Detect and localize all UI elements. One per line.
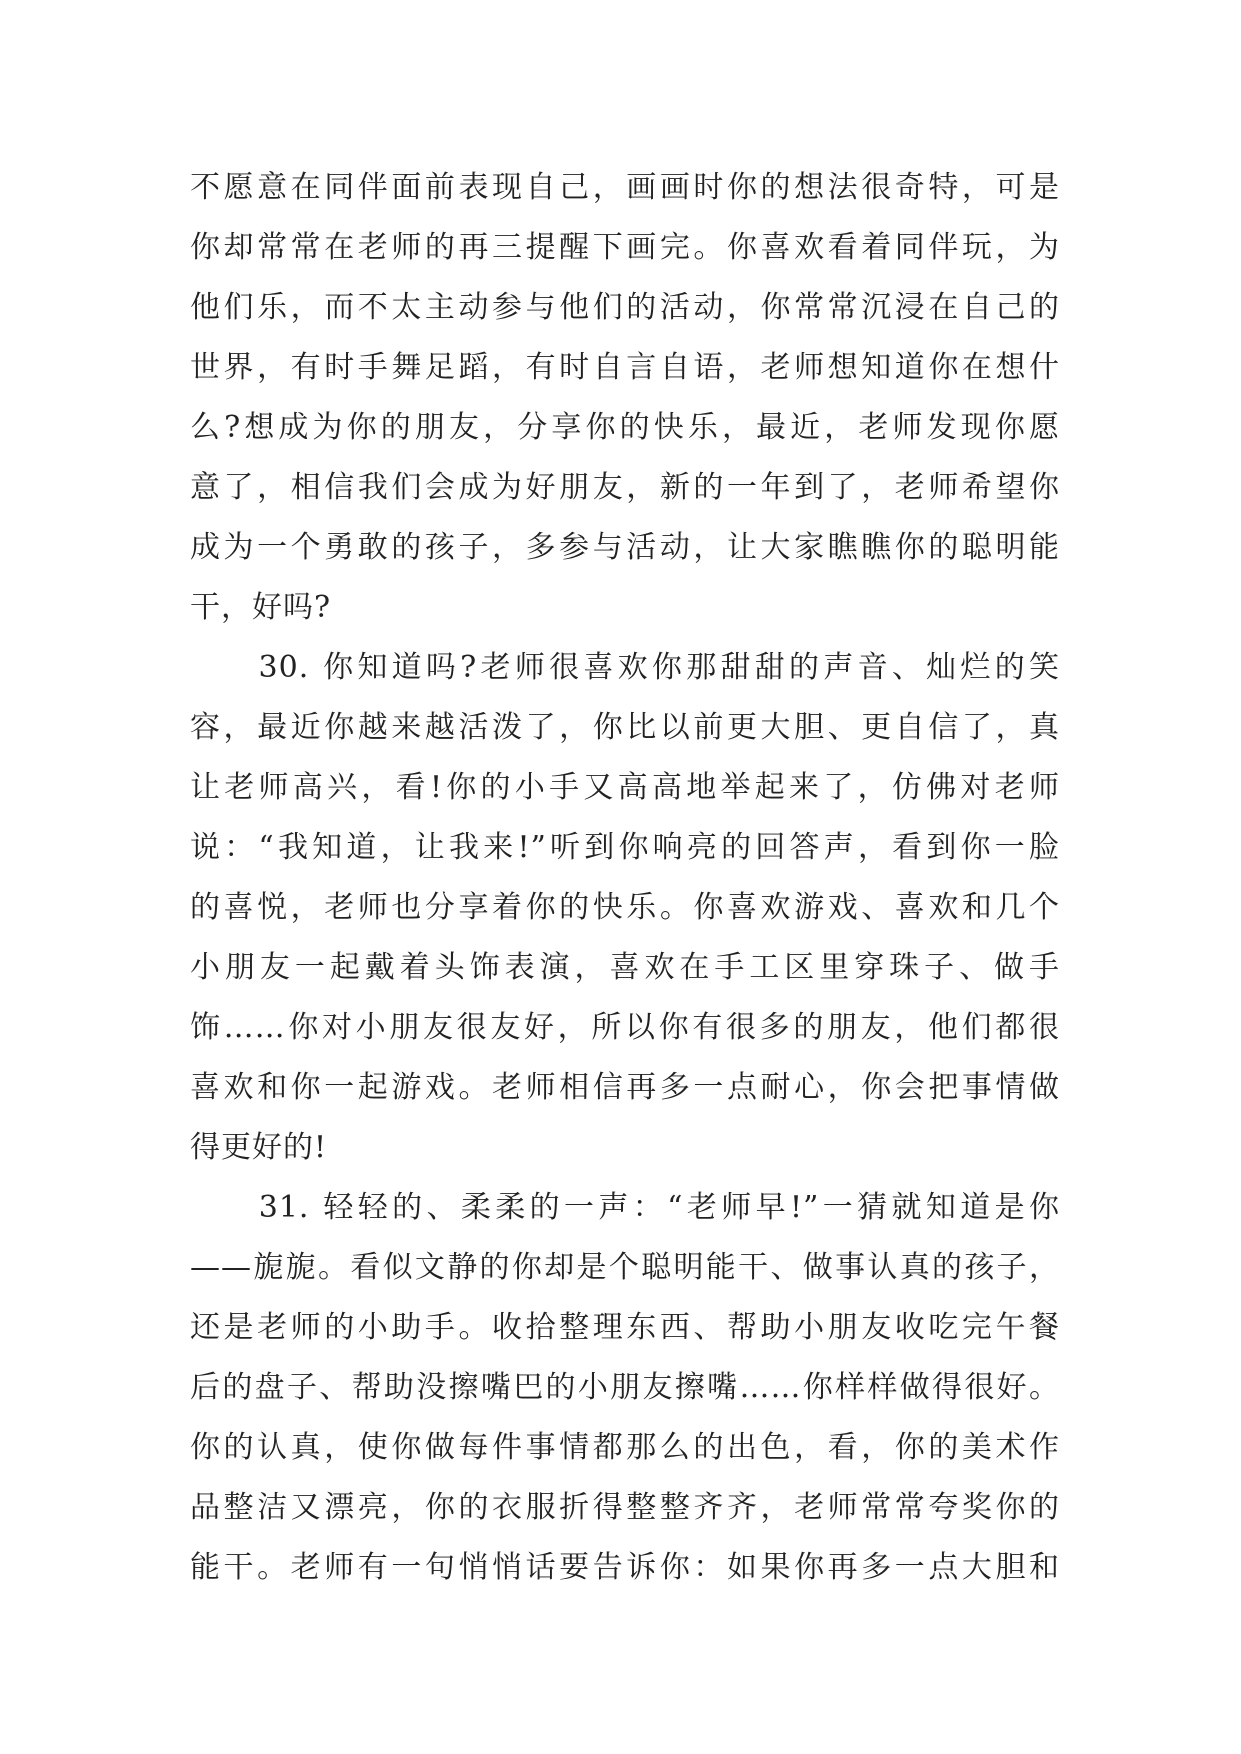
- text-line: 的喜悦，老师也分享着你的快乐。你喜欢游戏、喜欢和几个: [190, 890, 1060, 925]
- text-line: 不愿意在同伴面前表现自己，画画时你的想法很奇特，可是: [190, 170, 1060, 205]
- text-line: 还是老师的小助手。收拾整理东西、帮助小朋友收吃完午餐: [190, 1310, 1060, 1345]
- text-line: 你却常常在老师的再三提醒下画完。你喜欢看着同伴玩，为: [190, 230, 1060, 265]
- text-line: 成为一个勇敢的孩子，多参与活动，让大家瞧瞧你的聪明能: [190, 530, 1060, 565]
- text-line: 你的认真，使你做每件事情都那么的出色，看，你的美术作: [190, 1430, 1060, 1465]
- text-line: ——旎旎。看似文静的你却是个聪明能干、做事认真的孩子，: [190, 1250, 1060, 1285]
- text-line: 小朋友一起戴着头饰表演，喜欢在手工区里穿珠子、做手: [190, 950, 1060, 985]
- text-line: 后的盘子、帮助没擦嘴巴的小朋友擦嘴……你样样做得很好。: [190, 1370, 1060, 1405]
- text-line: 么?想成为你的朋友，分享你的快乐，最近，老师发现你愿: [190, 410, 1060, 445]
- text-line: 容，最近你越来越活泼了，你比以前更大胆、更自信了，真: [190, 710, 1060, 745]
- text-line: 得更好的!: [190, 1130, 328, 1165]
- text-line: 世界，有时手舞足蹈，有时自言自语，老师想知道你在想什: [190, 350, 1060, 385]
- text-line: 能干。老师有一句悄悄话要告诉你：如果你再多一点大胆和: [190, 1550, 1060, 1585]
- text-line: 让老师高兴，看!你的小手又高高地举起来了，仿佛对老师: [190, 770, 1060, 805]
- text-line: 30. 你知道吗?老师很喜欢你那甜甜的声音、灿烂的笑: [190, 650, 1060, 685]
- text-line: 说：“我知道，让我来!”听到你响亮的回答声，看到你一脸: [190, 830, 1060, 865]
- text-line: 他们乐，而不太主动参与他们的活动，你常常沉浸在自己的: [190, 290, 1060, 325]
- text-line: 意了，相信我们会成为好朋友，新的一年到了，老师希望你: [190, 470, 1060, 505]
- text-line: 品整洁又漂亮，你的衣服折得整整齐齐，老师常常夸奖你的: [190, 1490, 1060, 1525]
- text-line: 喜欢和你一起游戏。老师相信再多一点耐心，你会把事情做: [190, 1070, 1060, 1105]
- text-line: 31. 轻轻的、柔柔的一声：“老师早!”一猜就知道是你: [190, 1190, 1060, 1225]
- text-line: 干，好吗?: [190, 590, 332, 625]
- text-line: 饰……你对小朋友很友好，所以你有很多的朋友，他们都很: [190, 1010, 1060, 1045]
- body-text: [190, 158, 1060, 1598]
